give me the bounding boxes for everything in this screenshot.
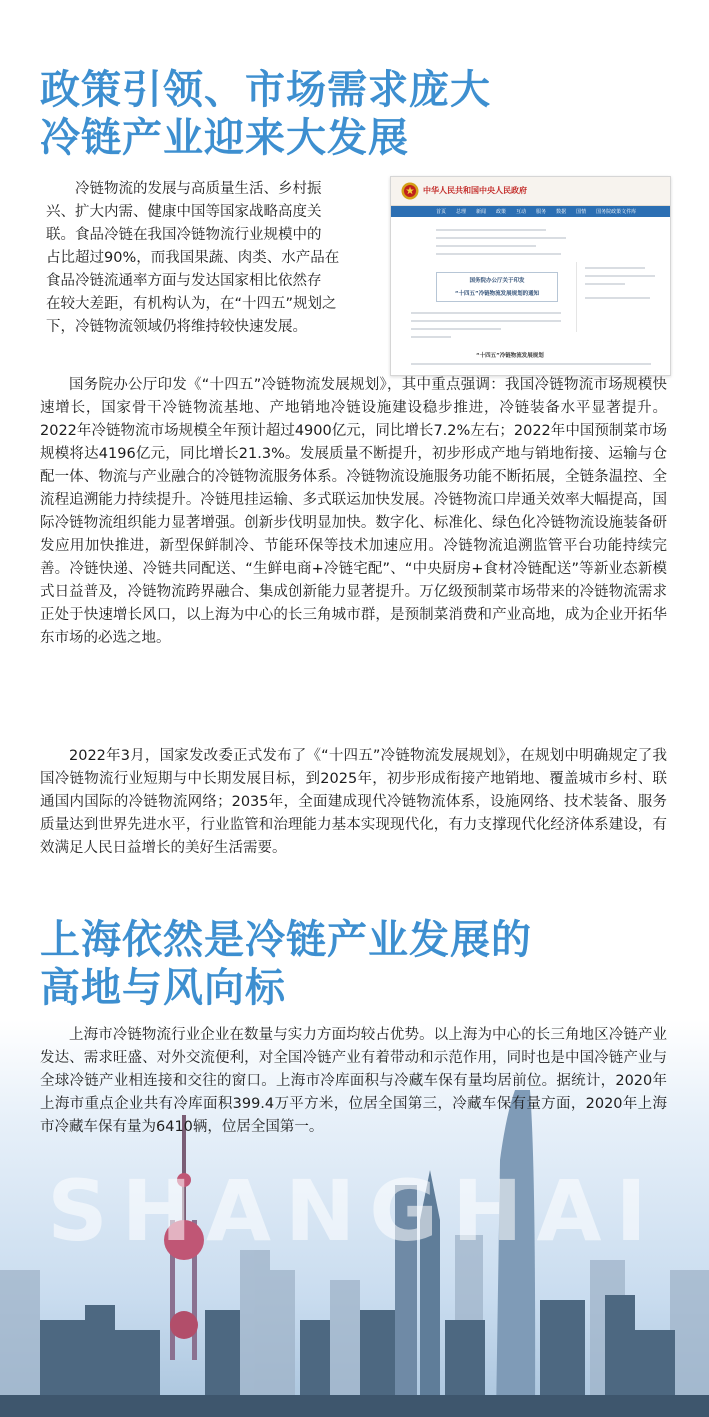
placeholder-line — [585, 283, 625, 285]
heading-line: 政策引领、市场需求庞大 — [40, 67, 491, 113]
nav-item: 国务院政策文件库 — [596, 209, 637, 215]
text-line: 下，冷链物流领域仍将维持较快速发展。 — [46, 319, 307, 335]
placeholder-line — [585, 267, 645, 269]
placeholder-line — [411, 336, 451, 338]
plan-paragraph: 2022年3月，国家发改委正式发布了《“十四五”冷链物流发展规划》，在规划中明确规定了我国冷链物流行业短期与中长期发展目标，到2025年，初步形成衔接产地销地、覆盖城市乡村、联通国内国际的冷链物流网络；2035年，全面建成现代冷链物流体系，设施网络、技术装备、服务质量达到世界先进水平，行业监管和治理能力基本实现现代化，有力支撑现代化经济体系建设，有效满足人民日益增长的美好生活需要。 — [40, 748, 667, 856]
heading-line: 高地与风向标 — [40, 965, 286, 1011]
national-emblem-icon — [401, 182, 419, 200]
placeholder-line — [411, 320, 561, 322]
screenshot-sidebar — [576, 262, 662, 332]
screenshot-doc-title — [436, 272, 558, 302]
text-line: 在较大差距，有机构认为，在“十四五”规划之 — [46, 296, 337, 312]
nav-item: 数据 — [556, 209, 567, 215]
doc-title-line: 国务院办公厅关于印发 — [469, 278, 525, 284]
nav-item: 新闻 — [476, 209, 487, 215]
placeholder-line — [585, 297, 650, 299]
screenshot-plan-title: “十四五”冷链物流发展规划 — [476, 353, 544, 359]
gov-website-screenshot — [390, 176, 671, 376]
placeholder-line — [436, 245, 536, 247]
screenshot-header — [391, 177, 670, 206]
text-line: 食品冷链流通率方面与发达国家相比依然存 — [46, 273, 322, 289]
nav-item: 政策 — [496, 209, 507, 215]
intro-paragraph — [46, 178, 371, 339]
nav-item: 首页 — [436, 209, 447, 215]
placeholder-line — [436, 237, 566, 239]
text-line: 冷链物流的发展与高质量生活、乡村振 — [75, 181, 322, 197]
placeholder-line — [585, 275, 655, 277]
heading-line: 上海依然是冷链产业发展的 — [40, 917, 532, 963]
placeholder-line — [436, 229, 546, 231]
shanghai-watermark: SHANGHAI — [47, 1162, 661, 1260]
nav-item: 互动 — [516, 209, 527, 215]
placeholder-line — [411, 328, 501, 330]
text-line: 兴、扩大内需、健康中国等国家战略高度关 — [46, 204, 322, 220]
screenshot-site-name: 中华人民共和国中央人民政府 — [423, 186, 527, 195]
section-heading-shanghai — [40, 916, 532, 1012]
screenshot-nav — [391, 206, 670, 217]
section-heading-policy — [40, 66, 491, 162]
text-line: 占比超过90%，而我国果蔬、肉类、水产品在 — [46, 250, 340, 266]
nav-item: 服务 — [536, 209, 547, 215]
heading-line: 冷链产业迎来大发展 — [40, 115, 409, 161]
placeholder-line — [411, 363, 651, 365]
placeholder-line — [436, 253, 561, 255]
doc-title-line: “十四五”冷链物流发展规划的通知 — [454, 291, 540, 297]
text-line: 联。食品冷链在我国冷链物流行业规模中的 — [46, 227, 322, 243]
nav-item: 国情 — [576, 209, 587, 215]
shanghai-paragraph: 上海市冷链物流行业企业在数量与实力方面均较占优势。以上海为中心的长三角地区冷链产业发达、需求旺盛、对外交流便利，对全国冷链产业有着带动和示范作用，同时也是中国冷链产业与全球冷链产业相连接和交往的窗口。上海市冷库面积与冷藏车保有量均居前位。据统计，2020年上海市重点企业共有冷库面积399.4万平方米，位居全国第三，冷藏车保有量方面，2020年上海市冷藏车保有量为6410辆，位居全国第一。 — [40, 1027, 667, 1135]
policy-paragraph: 国务院办公厅印发《“十四五”冷链物流发展规划》，其中重点强调：我国冷链物流市场规模快速增长，国家骨干冷链物流基地、产地销地冷链设施建设稳步推进，冷链装备水平显著提升。2022年冷链物流市场规模全年预计超过4900亿元，同比增长7.2%左右；2022年中国预制菜市场规模将达4196亿元，同比增长21.3%。发展质量不断提升，初步形成产地与销地衔接、运输与仓配一体、物流与产业融合的冷链物流服务体系。冷链物流设施服务功能不断拓展，全链条温控、全流程追溯能力持续提升。冷链甩挂运输、多式联运加快发展。冷链物流口岸通关效率大幅提高，国际冷链物流组织能力显著增强。创新步伐明显加快。数字化、标准化、绿色化冷链物流设施装备研发应用加快推进，新型保鲜制冷、节能环保等技术加速应用。冷链物流追溯监管平台功能持续完善。冷链快递、冷链共同配送、“生鲜电商+冷链宅配”、“中央厨房+食材冷链配送”等新业态新模式日益普及，冷链物流跨界融合、集成创新能力显著提升。万亿级预制菜市场带来的冷链物流需求正处于快速增长风口，以上海为中心的长三角城市群，是预制菜消费和产业高地，成为企业开拓华东市场的必选之地。 — [40, 377, 667, 646]
nav-item: 总理 — [456, 209, 467, 215]
placeholder-line — [411, 312, 561, 314]
